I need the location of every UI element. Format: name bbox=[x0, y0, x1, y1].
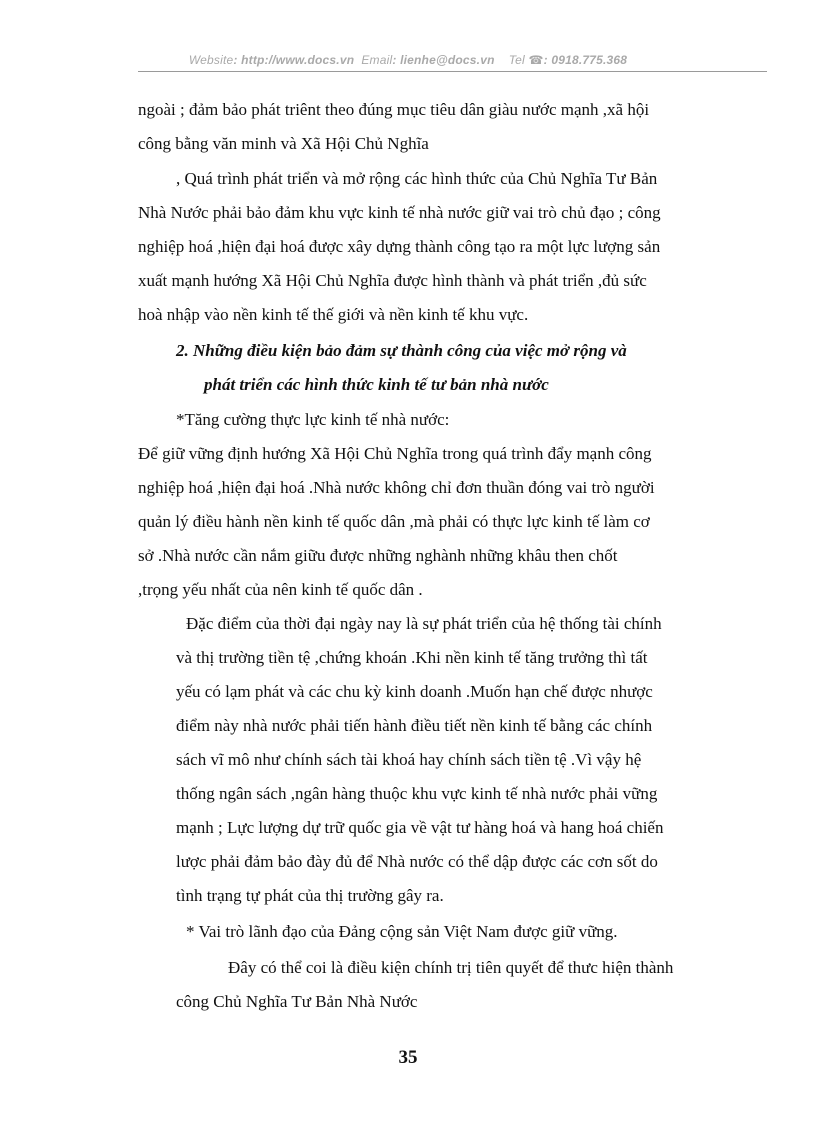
subheading-line: * Vai trò lãnh đạo của Đảng cộng sản Việt Nam được giữ vững. bbox=[186, 922, 618, 941]
body-line: Đây có thể coi là điều kiện chính trị tiên quyết để thưc hiện thành bbox=[228, 958, 674, 977]
tel-value: : 0918.775.368 bbox=[543, 53, 628, 67]
body-line: công bằng văn minh và Xã Hội Chủ Nghĩa bbox=[138, 134, 429, 153]
body-line: Đặc điểm của thời đại ngày nay là sự phát triển của hệ thống tài chính bbox=[186, 614, 662, 633]
body-line: yếu có lạm phát và các chu kỳ kinh doanh .Muốn hạn chế được nhược bbox=[176, 682, 653, 701]
body-line: sách vĩ mô như chính sách tài khoá hay chính sách tiền tệ .Vì vậy hệ bbox=[176, 750, 642, 769]
telephone-icon: ☎ bbox=[528, 53, 544, 67]
body-line: lược phải đảm bảo đày đủ để Nhà nước có thể dập được các cơn sốt do bbox=[176, 852, 658, 871]
email-label: Email bbox=[361, 53, 393, 67]
body-line: Để giữ vững định hướng Xã Hội Chủ Nghĩa trong quá trình đẩy mạnh công bbox=[138, 444, 652, 463]
tel-label: Tel bbox=[508, 53, 525, 67]
website-label: Website bbox=[188, 53, 234, 67]
section-heading-line: phát triển các hình thức kinh tế tư bản nhà nước bbox=[204, 375, 549, 394]
email-value: : lienhe@docs.vn bbox=[392, 53, 495, 67]
body-line: thống ngân sách ,ngân hàng thuộc khu vực kinh tế nhà nước phải vững bbox=[176, 784, 658, 803]
body-line: nghiệp hoá ,hiện đại hoá .Nhà nước không chỉ đơn thuần đóng vai trò người bbox=[138, 478, 655, 497]
body-line: điểm này nhà nước phải tiến hành điều tiết nền kinh tế bằng các chính bbox=[176, 716, 653, 735]
header-divider bbox=[138, 71, 767, 72]
body-line: Nhà Nước phải bảo đảm khu vực kinh tế nhà nước giữ vai trò chủ đạo ; công bbox=[138, 203, 661, 222]
page-header bbox=[0, 53, 816, 67]
subheading-line: *Tăng cường thực lực kinh tế nhà nước: bbox=[176, 410, 450, 429]
body-line: quản lý điều hành nền kinh tế quốc dân ,mà phải có thực lực kinh tế làm cơ bbox=[138, 512, 650, 531]
body-line: công Chủ Nghĩa Tư Bản Nhà Nước bbox=[176, 992, 418, 1011]
body-line: sở .Nhà nước cần nắm giữu được những nghành những khâu then chốt bbox=[138, 546, 618, 565]
body-line: ngoài ; đảm bảo phát triênt theo đúng mục tiêu dân giàu nước mạnh ,xã hội bbox=[138, 100, 650, 119]
body-line: , Quá trình phát triển và mở rộng các hình thức của Chủ Nghĩa Tư Bản bbox=[176, 169, 658, 188]
website-value: : http://www.docs.vn bbox=[233, 53, 355, 67]
page-number: 35 bbox=[398, 1047, 418, 1068]
body-line: ,trọng yếu nhất của nên kinh tế quốc dân . bbox=[138, 580, 423, 599]
body-line: và thị trường tiền tệ ,chứng khoán .Khi nền kinh tế tăng trưởng thì tất bbox=[176, 648, 648, 667]
section-heading-line: 2. Những điều kiện bảo đảm sự thành công của việc mở rộng và bbox=[176, 341, 627, 360]
body-line: mạnh ; Lực lượng dự trữ quốc gia về vật tư hàng hoá và hang hoá chiến bbox=[176, 818, 664, 837]
body-line: tình trạng tự phát của thị trường gây ra. bbox=[176, 886, 444, 905]
body-line: hoà nhập vào nền kinh tế thế giới và nền kinh tế khu vực. bbox=[138, 305, 529, 324]
body-line: nghiệp hoá ,hiện đại hoá được xây dựng thành công tạo ra một lực lượng sản bbox=[138, 237, 661, 256]
body-line: xuất mạnh hướng Xã Hội Chủ Nghĩa được hình thành và phát triển ,đủ sức bbox=[138, 271, 647, 290]
